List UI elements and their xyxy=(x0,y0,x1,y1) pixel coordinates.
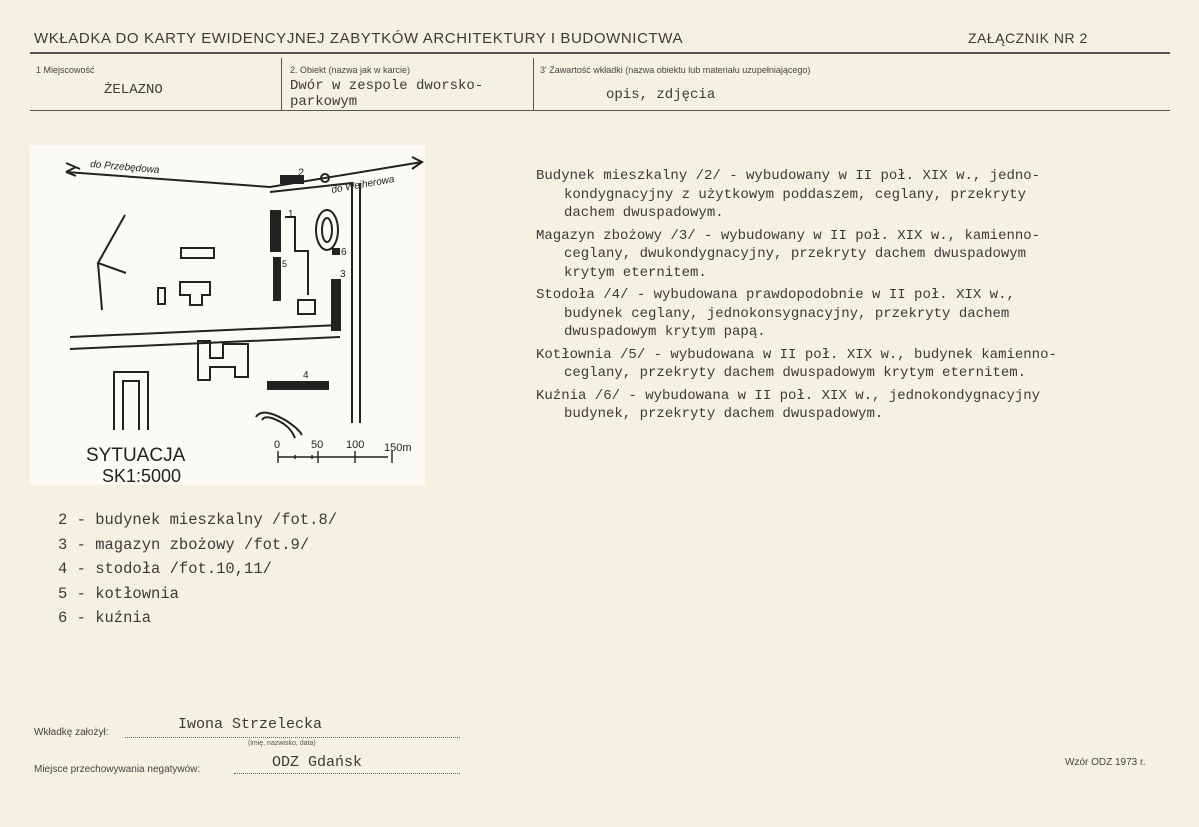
curved-structure xyxy=(256,413,302,438)
middle-road-a xyxy=(70,325,340,337)
map-label-6: 6 xyxy=(341,247,347,258)
scale-bar xyxy=(278,451,392,463)
field-divider-1 xyxy=(281,58,282,110)
map-legend xyxy=(58,508,337,631)
building-west-a xyxy=(181,248,214,258)
storage-dotted-line xyxy=(234,773,460,774)
map-label-3: 3 xyxy=(340,269,346,280)
content-label: 3' Zawartość wkładki (nazwa obiektu lub materiału uzupełniającego) xyxy=(540,65,811,75)
field-divider-2 xyxy=(533,58,534,110)
pond-inner xyxy=(322,218,332,242)
building-3 xyxy=(332,280,340,330)
building-6 xyxy=(333,249,339,254)
pond-outer xyxy=(316,210,338,250)
building-west-b xyxy=(158,288,165,304)
building-1 xyxy=(271,211,280,251)
locality-value: ŻELAZNO xyxy=(104,82,163,98)
description-paragraph: Kotłownia /5/ - wybudowana w II poł. XIX w., budynek kamienno- ceglany, przekryty dachem dwuspadowym krytym eternitem. xyxy=(536,346,1057,381)
legend-item: 3 - magazyn zbożowy /fot.9/ xyxy=(58,535,310,554)
author-sublabel: (imię, nazwisko, data) xyxy=(248,740,316,747)
building-descriptions xyxy=(536,167,1176,428)
map-label-1: 1 xyxy=(288,209,294,220)
top-rule xyxy=(30,52,1170,54)
building-west-c xyxy=(180,282,210,305)
road-label-right: do Wejherowa xyxy=(330,174,396,196)
locality-label: 1 Miejscowość xyxy=(36,65,95,75)
scale-tick-50: 50 xyxy=(311,439,324,451)
object-value-line2: parkowym xyxy=(290,94,358,110)
site-plan-drawing xyxy=(30,145,425,485)
legend-item: 4 - stodoła /fot.10,11/ xyxy=(58,560,272,578)
card-title: WKŁADKA DO KARTY EWIDENCYJNEJ ZABYTKÓW ARCHITEKTURY I BUDOWNICTWA xyxy=(34,30,684,47)
object-value-line1: Dwór w zespole dworsko- xyxy=(290,78,484,94)
legend-item: 5 - kotłownia xyxy=(58,584,179,603)
scale-tick-150: 150m xyxy=(384,442,412,454)
legend-item: 2 - budynek mieszkalny /fot.8/ xyxy=(58,511,338,529)
scale-tick-100: 100 xyxy=(346,439,365,451)
middle-road-b xyxy=(70,337,340,349)
small-building xyxy=(298,300,315,314)
map-label-5: 5 xyxy=(282,259,288,269)
fields-rule xyxy=(30,110,1170,111)
north-arrow xyxy=(98,215,126,310)
storage-label: Miejsce przechowywania negatywów: xyxy=(34,764,201,775)
map-scale: SK1:5000 xyxy=(102,466,182,485)
author-label: Wkładkę założył: xyxy=(34,727,109,738)
author-dotted-line xyxy=(125,737,460,738)
legend-item: 6 - kuźnia xyxy=(58,609,152,627)
building-southwest xyxy=(114,372,148,430)
map-label-2: 2 xyxy=(298,167,305,179)
scale-tick-0: 0 xyxy=(274,439,281,451)
building-u xyxy=(198,341,248,380)
description-paragraph: Budynek mieszkalny /2/ - wybudowany w II poł. XIX w., jedno- kondygnacyjny z użytkowym poddaszem, ceglany, przekryty dachem dwuspadowym. xyxy=(536,168,1041,221)
building-1-annex xyxy=(285,217,308,295)
annex-number: ZAŁĄCZNIK NR 2 xyxy=(968,30,1088,46)
map-label-4: 4 xyxy=(303,370,309,381)
building-5 xyxy=(274,258,280,300)
description-paragraph: Magazyn zbożowy /3/ - wybudowany w II poł. XIX w., kamienno- ceglany, dwukondygnacyjny, przekryty dachem dwuspadowym krytym eternitem. xyxy=(536,227,1041,281)
object-label: 2. Obiekt (nazwa jak w karcie) xyxy=(290,65,411,75)
building-4 xyxy=(268,382,328,389)
storage-value: ODZ Gdańsk xyxy=(272,754,363,771)
author-value: Iwona Strzelecka xyxy=(178,716,323,733)
template-note: Wzór ODZ 1973 r. xyxy=(1065,757,1146,768)
description-paragraph: Kuźnia /6/ - wybudowana w II poł. XIX w., jednokondygnacyjny budynek, przekryty dachem dwuspadowym. xyxy=(536,387,1041,422)
map-title: SYTUACJA xyxy=(86,445,186,466)
road-label-left: do Przebędowa xyxy=(89,159,160,177)
description-paragraph: Stodoła /4/ - wybudowana prawdopodobnie w II poł. XIX w., budynek ceglany, jednokonsygnacyjny, przekryty dachem dwuspadowym krytym papą. xyxy=(536,287,1015,340)
site-plan xyxy=(30,145,425,485)
content-value: opis, zdjęcia xyxy=(606,87,716,103)
